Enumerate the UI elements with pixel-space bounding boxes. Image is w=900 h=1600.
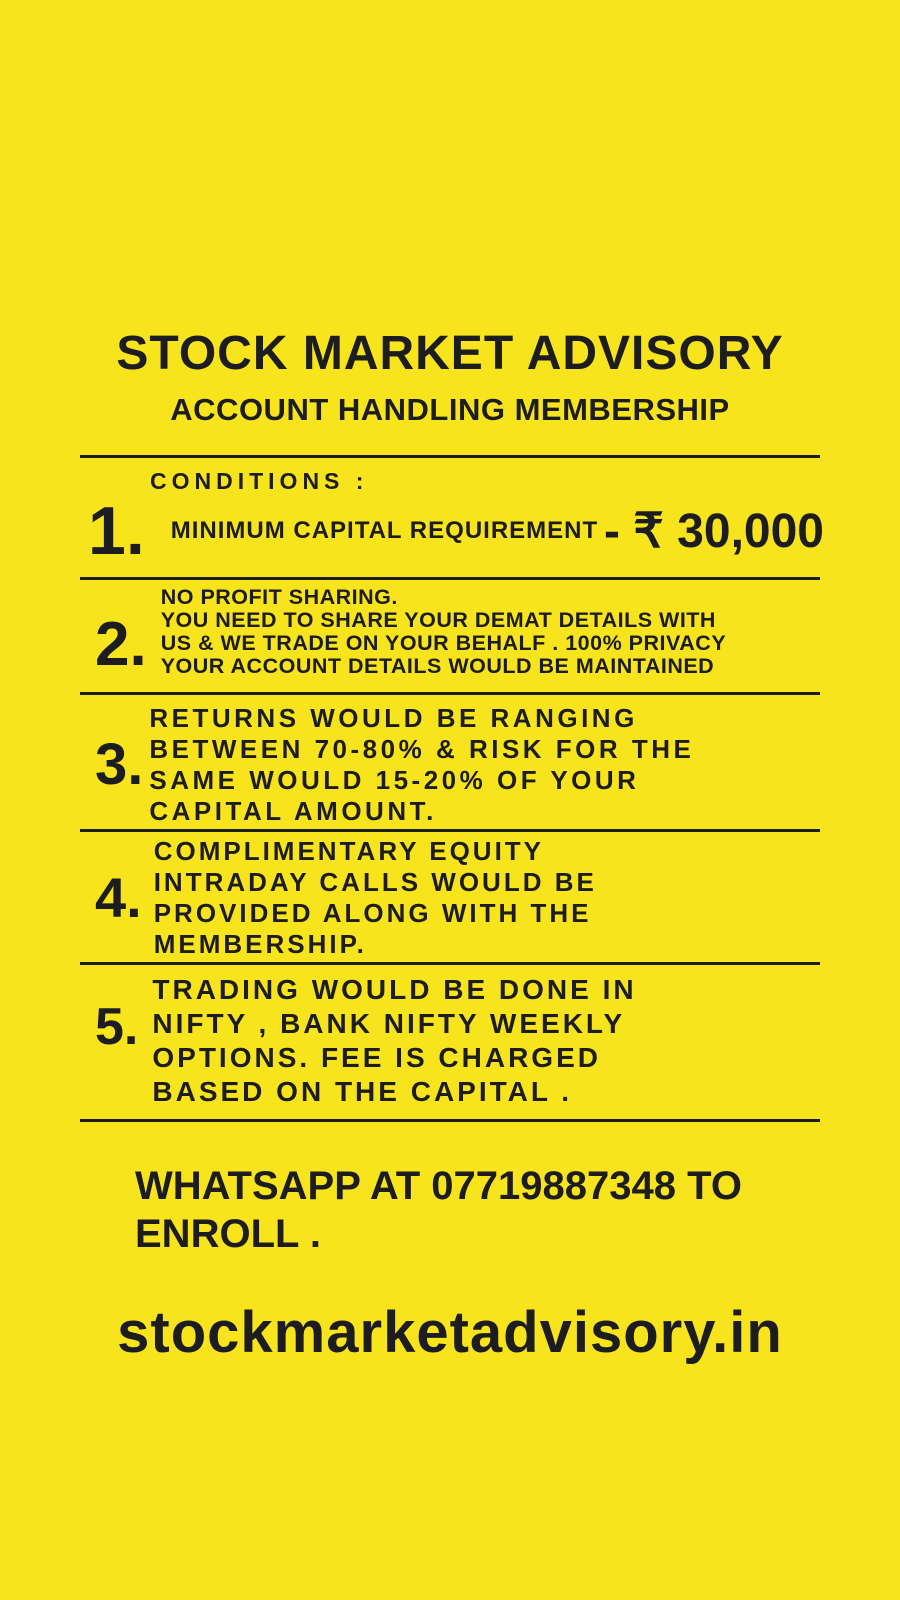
condition-line: NO PROFIT SHARING. [160, 585, 398, 609]
condition-line: YOU NEED TO SHARE YOUR DEMAT DETAILS WITH [160, 608, 716, 632]
condition-line: TRADING WOULD BE DONE IN [152, 974, 637, 1005]
condition-number: 1. [88, 493, 145, 569]
condition-text [152, 973, 636, 1109]
website-url: stockmarketadvisory.in [117, 1300, 783, 1365]
condition-line: BASED ON THE CAPITAL . [152, 1076, 573, 1107]
condition-number: 5. [95, 998, 139, 1056]
enroll-line: ENROLL . [135, 1212, 321, 1256]
condition-item-5 [95, 973, 860, 1109]
whatsapp-enroll-text [135, 1162, 840, 1258]
whatsapp-number-line: WHATSAPP AT 07719887348 TO [135, 1164, 742, 1208]
condition-line: YOUR ACCOUNT DETAILS WOULD BE MAINTAINED [160, 654, 715, 678]
condition-line: CAPITAL AMOUNT. [149, 796, 437, 826]
condition-text: MINIMUM CAPITAL REQUIREMENT [170, 517, 599, 544]
condition-line: US & WE TRADE ON YOUR BEHALF . 100% PRIVACY [160, 631, 727, 655]
condition-line: INTRADAY CALLS WOULD BE [153, 867, 597, 897]
condition-text [161, 586, 726, 678]
condition-item-1 [88, 493, 840, 569]
condition-line: MEMBERSHIP. [153, 929, 367, 959]
condition-line: RETURNS WOULD BE RANGING [149, 703, 638, 733]
page-subtitle: ACCOUNT HANDLING MEMBERSHIP [170, 392, 730, 427]
condition-line: OPTIONS. FEE IS CHARGED [152, 1042, 601, 1073]
section-divider [80, 692, 820, 695]
condition-text [149, 703, 694, 827]
condition-line: SAME WOULD 15-20% OF YOUR [149, 765, 640, 795]
condition-text [154, 836, 597, 960]
conditions-heading: CONDITIONS : [150, 468, 369, 494]
page-title: STOCK MARKET ADVISORY [116, 327, 784, 380]
condition-line: NIFTY , BANK NIFTY WEEKLY [152, 1008, 626, 1039]
condition-item-3 [95, 703, 860, 827]
condition-number: 2. [95, 610, 147, 679]
section-divider [80, 962, 820, 965]
condition-number: 3. [95, 732, 144, 797]
section-divider [80, 577, 820, 580]
condition-line: COMPLIMENTARY EQUITY [153, 836, 545, 866]
section-divider [80, 829, 820, 832]
section-divider [80, 455, 820, 458]
flyer-content [0, 327, 900, 1365]
condition-item-4 [95, 836, 860, 960]
section-divider [80, 1119, 820, 1122]
condition-item-2 [95, 586, 860, 678]
condition-line: BETWEEN 70-80% & RISK FOR THE [149, 734, 695, 764]
condition-number: 4. [95, 866, 142, 929]
capital-amount-value: - ₹ 30,000 [603, 505, 824, 558]
condition-line: PROVIDED ALONG WITH THE [153, 898, 592, 928]
